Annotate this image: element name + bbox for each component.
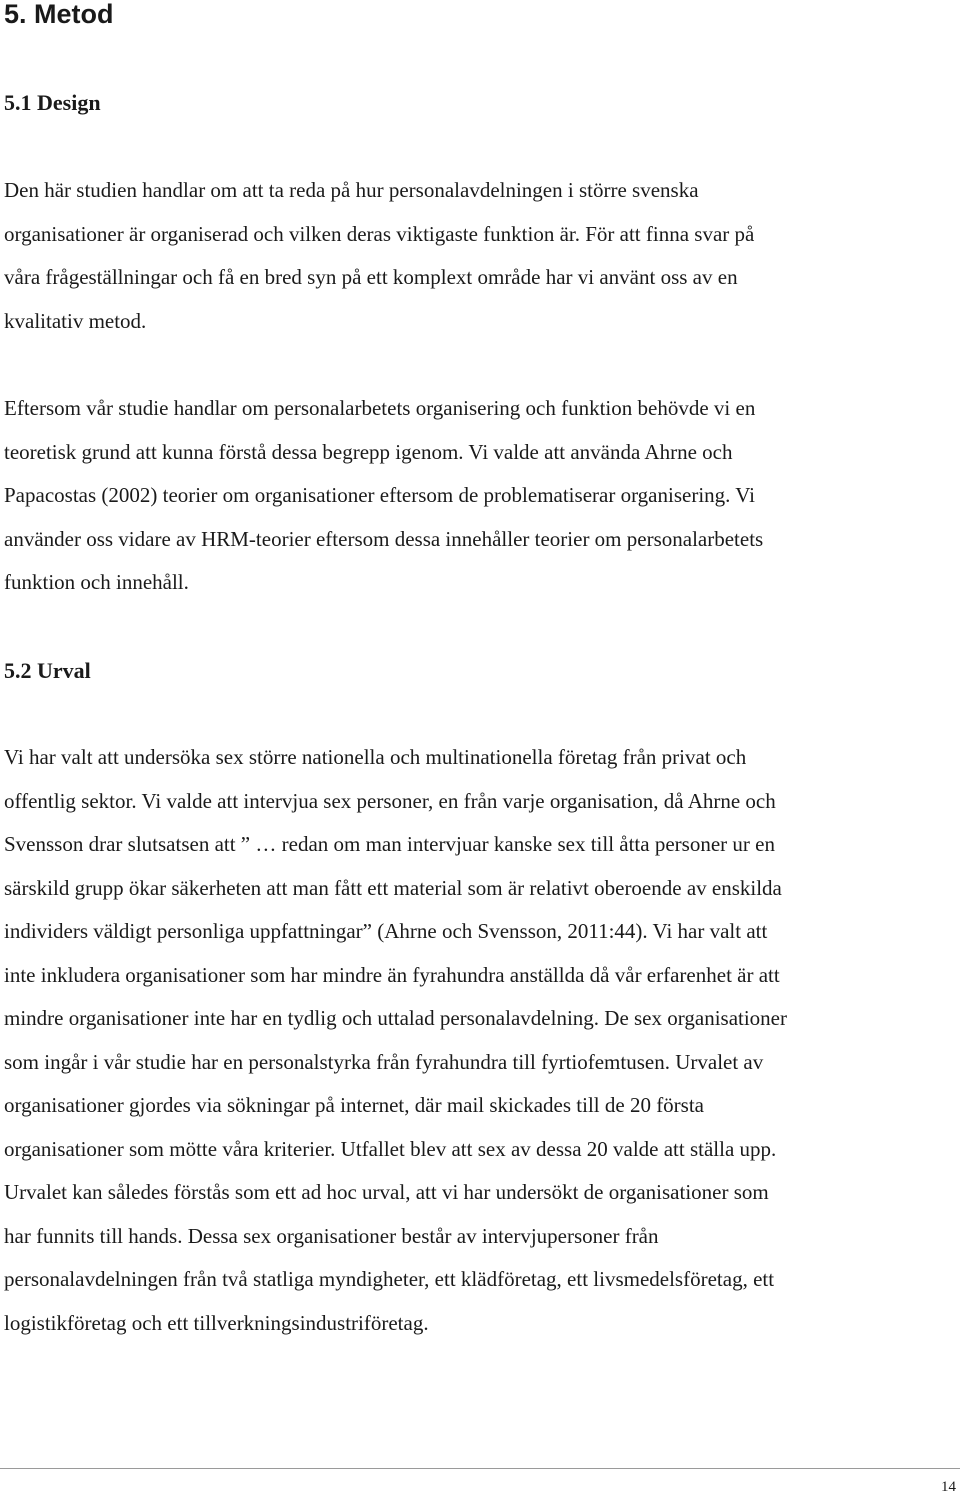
text-line: använder oss vidare av HRM-teorier eftersom dessa innehåller teorier om personalarbetets	[4, 526, 764, 551]
text-line: logistikföretag och ett tillverkningsindustriföretag.	[4, 1310, 429, 1335]
text-line: inte inkludera organisationer som har mindre än fyrahundra anställda då vår erfarenhet är att	[4, 962, 780, 987]
text-line: mindre organisationer inte har en tydlig och uttalad personalavdelning. De sex organisationer	[4, 1006, 787, 1030]
text-line: kvalitativ metod.	[4, 308, 147, 333]
text-line: Urvalet kan således förstås som ett ad hoc urval, att vi har undersökt de organisationer som	[4, 1180, 769, 1204]
text-line: särskild grupp ökar säkerheten att man fått ett material som är relativt oberoende av enskilda	[4, 875, 782, 900]
paragraph-urval	[4, 736, 787, 1345]
text-line: Eftersom vår studie handlar om personalarbetets organisering och funktion behövde vi en	[4, 396, 756, 420]
text-line: som ingår i vår studie har en personalstyrka från fyrahundra till fyrtiofemtusen. Urvalet av	[4, 1049, 764, 1074]
text-line: våra frågeställningar och få en bred syn på ett komplext område har vi använt oss av en	[4, 265, 738, 289]
section-heading-urval: 5.2 Urval	[4, 658, 91, 683]
text-line: teoretisk grund att kunna förstå dessa begrepp igenom. Vi valde att använda Ahrne och	[4, 439, 733, 464]
text-line: organisationer som mötte våra kriterier. Utfallet blev att sex av dessa 20 valde att ställa upp.	[4, 1136, 777, 1161]
footer-divider	[0, 1468, 960, 1469]
text-line: offentlig sektor. Vi valde att intervjua sex personer, en från varje organisation, då Ahrne och	[4, 788, 776, 813]
chapter-title: 5. Metod	[4, 0, 114, 29]
page-number: 14	[941, 1479, 956, 1495]
text-line: organisationer är organiserad och vilken deras viktigaste funktion är. För att finna svar på	[4, 221, 755, 246]
text-line: Svensson drar slutsatsen att ” … redan om man intervjuar kanske sex till åtta personer ur en	[4, 832, 775, 856]
paragraph-design-intro	[4, 169, 754, 343]
text-line: Den här studien handlar om att ta reda på hur personalavdelningen i större svenska	[4, 178, 699, 202]
text-line: personalavdelningen från två statliga myndigheter, ett klädföretag, ett livsmedelsföretag, ett	[4, 1267, 775, 1291]
paragraph-design-theory	[4, 387, 763, 605]
text-line: Vi har valt att undersöka sex större nationella och multinationella företag från privat och	[4, 745, 747, 769]
text-line: funktion och innehåll.	[4, 570, 189, 594]
section-heading-design: 5.1 Design	[4, 90, 101, 115]
text-line: organisationer gjordes via sökningar på internet, där mail skickades till de 20 första	[4, 1093, 705, 1117]
text-line: har funnits till hands. Dessa sex organisationer består av intervjupersoner från	[4, 1223, 659, 1248]
text-line: Papacostas (2002) teorier om organisationer eftersom de problematiserar organisering. Vi	[4, 483, 756, 507]
text-line: individers väldigt personliga uppfattningar” (Ahrne och Svensson, 2011:44). Vi har valt att	[4, 919, 768, 943]
